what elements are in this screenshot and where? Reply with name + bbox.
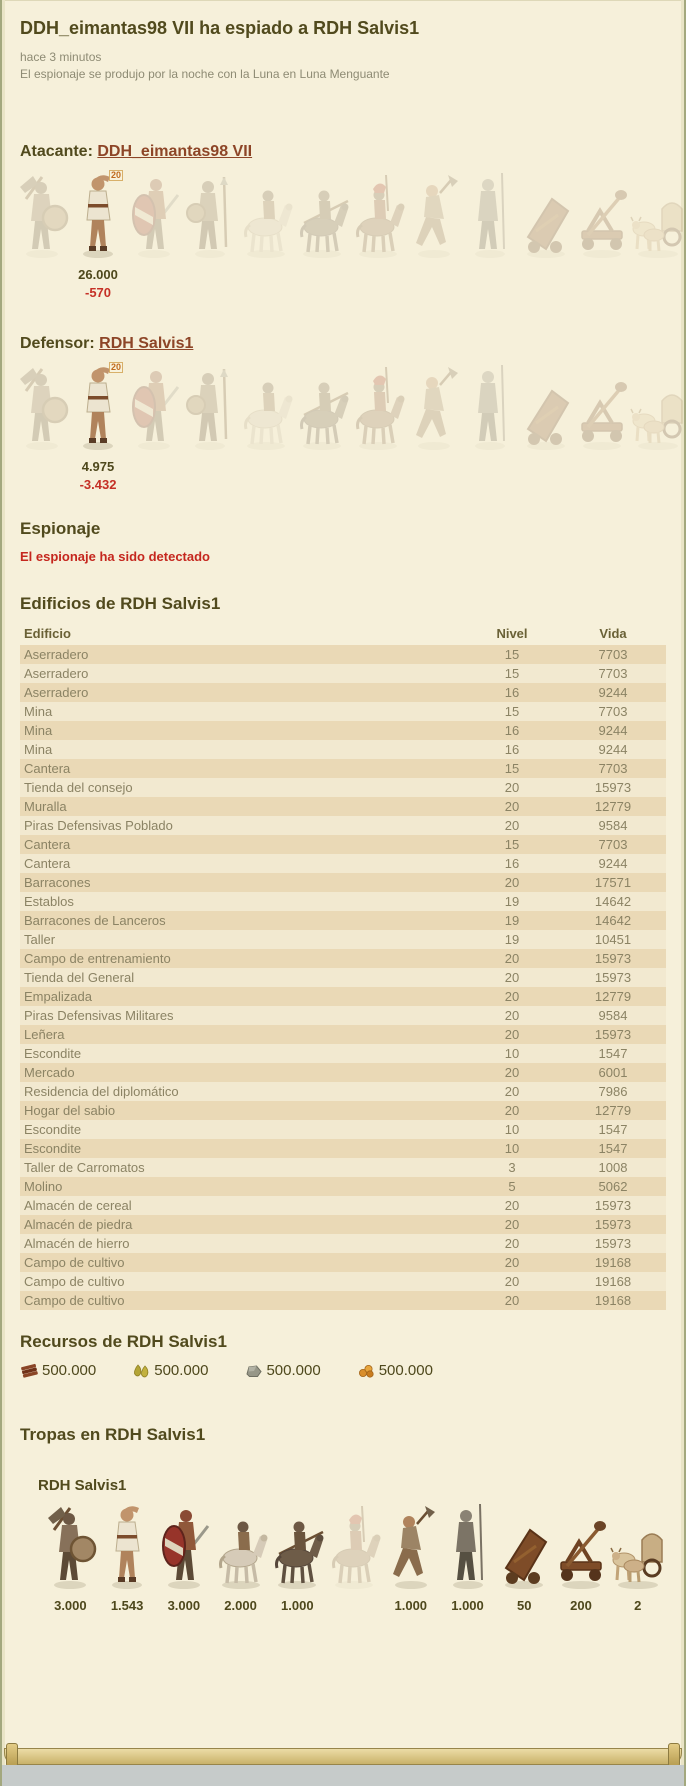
- unit-explorer: [70, 171, 126, 301]
- unit-count: 2: [634, 1598, 642, 1613]
- building-level: 19: [504, 913, 520, 928]
- table-row: [20, 968, 666, 987]
- building-name: Campo de cultivo: [24, 1255, 125, 1270]
- building-health: 5062: [598, 1179, 628, 1194]
- building-level: 15: [504, 837, 520, 852]
- table-row: [20, 759, 666, 778]
- unit-ox-cart: [630, 363, 686, 493]
- building-name: Tienda del consejo: [24, 780, 133, 795]
- page-bottom-frame: [4, 1748, 682, 1765]
- building-name: Tienda del General: [24, 970, 135, 985]
- building-level: 5: [508, 1179, 516, 1194]
- building-name: Piras Defensivas Poblado: [24, 818, 173, 833]
- building-level: 16: [504, 856, 520, 871]
- unit-explorer: [70, 363, 126, 493]
- pikeman-icon: [462, 363, 518, 451]
- unit-level-badge: 20: [110, 362, 121, 372]
- building-name: Molino: [24, 1179, 63, 1194]
- table-row: [20, 721, 666, 740]
- defender-label: Defensor:: [20, 335, 95, 352]
- unit-count: 1.543: [110, 1598, 144, 1613]
- building-level: 20: [504, 1274, 520, 1289]
- table-row: [20, 835, 666, 854]
- table-row: [20, 1082, 666, 1101]
- report-time: hace 3 minutos: [20, 50, 102, 64]
- building-health: 9244: [598, 685, 628, 700]
- attacker-player-link[interactable]: DDH_eimantas98 VII: [97, 143, 253, 160]
- table-row: [20, 911, 666, 930]
- building-health: 15973: [594, 951, 632, 966]
- unit-ram: [518, 363, 574, 493]
- unit-count: 3.000: [167, 1598, 201, 1613]
- unit-loss: -570: [84, 285, 112, 300]
- building-health: 15973: [594, 1027, 632, 1042]
- building-name: Barracones: [24, 875, 91, 890]
- building-health: 1547: [598, 1046, 628, 1061]
- buildings-table-head: [20, 622, 666, 645]
- building-name: Campo de cultivo: [24, 1293, 125, 1308]
- building-level: 20: [504, 1008, 520, 1023]
- hoplite-icon: [182, 363, 238, 451]
- unit-hoplite: [182, 363, 238, 493]
- table-row: [20, 1025, 666, 1044]
- catapult-icon: [574, 363, 630, 451]
- column-header-edificio: Edificio: [24, 626, 71, 641]
- column-header-vida: Vida: [599, 626, 627, 641]
- building-level: 20: [504, 1027, 520, 1042]
- unit-count: 3.000: [54, 1598, 87, 1613]
- building-health: 15973: [594, 970, 632, 985]
- building-level: 19: [504, 932, 520, 947]
- building-health: 12779: [594, 799, 632, 814]
- table-row: [20, 1234, 666, 1253]
- troops-owner: RDH Salvis1: [38, 1477, 127, 1494]
- table-header-row: [20, 622, 666, 645]
- gold-icon: [357, 1363, 376, 1379]
- table-row: [20, 1063, 666, 1082]
- resource-cereal: [132, 1362, 208, 1379]
- defender-section: [20, 335, 666, 493]
- building-name: Aserradero: [24, 666, 89, 681]
- ram-icon: [518, 363, 574, 451]
- light-cavalry-icon: [238, 363, 294, 451]
- building-level: 20: [504, 799, 520, 814]
- unit-pikeman: [439, 1502, 496, 1614]
- building-level: 20: [504, 989, 520, 1004]
- unit-pikeman: [462, 363, 518, 493]
- attacker-section: [20, 143, 666, 301]
- axe-warrior-icon: [14, 363, 70, 451]
- report-title: DDH_eimantas98 VII ha espiado a RDH Salvis1: [20, 18, 420, 38]
- building-level: 10: [504, 1122, 520, 1137]
- unit-noble-cavalry: [326, 1502, 383, 1614]
- building-name: Establos: [24, 894, 74, 909]
- building-name: Escondite: [24, 1122, 82, 1137]
- noble-cavalry-icon: [350, 363, 406, 451]
- wood-icon: [20, 1363, 39, 1379]
- swordsman-icon: [126, 363, 182, 451]
- building-level: 20: [504, 970, 520, 985]
- building-name: Piras Defensivas Militares: [24, 1008, 174, 1023]
- buildings-table: [20, 622, 666, 1310]
- building-name: Mercado: [24, 1065, 75, 1080]
- building-health: 15973: [594, 1236, 632, 1251]
- building-level: 20: [504, 1293, 520, 1308]
- building-level: 19: [504, 894, 520, 909]
- unit-catapult: [553, 1502, 610, 1614]
- ox-cart-icon: [630, 363, 686, 451]
- building-health: 1008: [598, 1160, 628, 1175]
- report-content: [2, 0, 684, 1614]
- building-level: 10: [504, 1046, 520, 1061]
- unit-light-cavalry: [238, 363, 294, 493]
- building-health: 15973: [594, 1217, 632, 1232]
- building-name: Cantera: [24, 761, 71, 776]
- unit-swordsman: [126, 363, 182, 493]
- unit-axe-thrower: [382, 1502, 439, 1614]
- unit-axe-warrior: [14, 171, 70, 301]
- building-health: 19168: [594, 1293, 632, 1308]
- unit-light-cavalry: [212, 1502, 269, 1614]
- unit-count: 1.000: [451, 1598, 484, 1613]
- table-row: [20, 645, 666, 664]
- building-name: Almacén de cereal: [24, 1198, 132, 1213]
- unit-count: 1.000: [394, 1598, 428, 1613]
- resources-row: [20, 1362, 666, 1379]
- stone-icon: [244, 1363, 263, 1379]
- cereal-icon: [132, 1363, 151, 1379]
- building-health: 12779: [594, 1103, 632, 1118]
- table-row: [20, 740, 666, 759]
- building-health: 7703: [598, 704, 628, 719]
- unit-axe-warrior: [14, 363, 70, 493]
- table-row: [20, 1120, 666, 1139]
- building-level: 20: [504, 818, 520, 833]
- explorer-icon: [99, 1502, 155, 1590]
- unit-ox-cart: [630, 171, 686, 301]
- unit-axe-warrior: [42, 1502, 99, 1614]
- building-name: Campo de entrenamiento: [24, 951, 171, 966]
- table-row: [20, 1272, 666, 1291]
- table-row: [20, 1044, 666, 1063]
- unit-axe-thrower: [406, 363, 462, 493]
- building-level: 20: [504, 780, 520, 795]
- unit-ram: [518, 171, 574, 301]
- unit-ram: [496, 1502, 553, 1614]
- espionage-heading: Espionaje: [20, 519, 101, 538]
- table-row: [20, 1196, 666, 1215]
- building-name: Campo de cultivo: [24, 1274, 125, 1289]
- unit-count: 26.000: [78, 267, 118, 282]
- table-row: [20, 854, 666, 873]
- resource-amount: 500.000: [154, 1362, 209, 1379]
- swordsman-icon: [126, 171, 182, 259]
- unit-noble-cavalry: [350, 363, 406, 493]
- resource-gold: [357, 1362, 433, 1379]
- building-health: 7703: [598, 647, 628, 662]
- attacker-label: Atacante:: [20, 143, 93, 160]
- table-row: [20, 987, 666, 1006]
- building-health: 9584: [598, 818, 628, 833]
- building-health: 9244: [598, 856, 628, 871]
- table-row: [20, 664, 666, 683]
- swordsman-icon: [156, 1502, 212, 1590]
- building-name: Barracones de Lanceros: [24, 913, 166, 928]
- buildings-heading: Edificios de RDH Salvis1: [20, 594, 221, 613]
- axe-warrior-icon: [14, 171, 70, 259]
- resource-amount: 500.000: [266, 1362, 321, 1379]
- unit-noble-cavalry: [350, 171, 406, 301]
- building-level: 15: [504, 704, 520, 719]
- explorer-icon: [70, 363, 126, 451]
- ox-cart-icon: [610, 1502, 666, 1590]
- unit-hoplite: [182, 171, 238, 301]
- ram-icon: [518, 171, 574, 259]
- resource-amount: 500.000: [42, 1362, 97, 1379]
- building-level: 20: [504, 1198, 520, 1213]
- building-level: 20: [504, 951, 520, 966]
- unit-catapult: [574, 171, 630, 301]
- troops-heading: Tropas en RDH Salvis1: [20, 1425, 206, 1444]
- unit-count: 50: [517, 1598, 532, 1613]
- ram-icon: [496, 1502, 552, 1590]
- table-row: [20, 1177, 666, 1196]
- building-name: Aserradero: [24, 685, 89, 700]
- building-name: Taller de Carromatos: [24, 1160, 145, 1175]
- troops-unit-row: [42, 1502, 666, 1614]
- light-cavalry-icon: [238, 171, 294, 259]
- building-health: 7703: [598, 761, 628, 776]
- unit-swordsman: [126, 171, 182, 301]
- building-health: 15973: [594, 1198, 632, 1213]
- explorer-icon: [70, 171, 126, 259]
- unit-count: 4.975: [81, 459, 115, 474]
- table-row: [20, 1291, 666, 1310]
- building-name: Cantera: [24, 856, 71, 871]
- defender-unit-row: [14, 363, 666, 493]
- table-row: [20, 1158, 666, 1177]
- building-health: 19168: [594, 1255, 632, 1270]
- building-level: 10: [504, 1141, 520, 1156]
- building-name: Mina: [24, 742, 53, 757]
- building-name: Mina: [24, 704, 53, 719]
- building-level: 20: [504, 1255, 520, 1270]
- unit-catapult: [574, 363, 630, 493]
- resource-wood: [20, 1362, 96, 1379]
- axe-warrior-icon: [42, 1502, 98, 1590]
- heavy-cavalry-icon: [294, 363, 350, 451]
- building-level: 20: [504, 1084, 520, 1099]
- building-level: 15: [504, 647, 520, 662]
- unit-count: 1.000: [281, 1598, 314, 1613]
- page-end-strip: [2, 1765, 684, 1786]
- unit-heavy-cavalry: [294, 171, 350, 301]
- unit-level-badge: 20: [110, 170, 121, 180]
- light-cavalry-icon: [213, 1502, 269, 1590]
- table-row: [20, 778, 666, 797]
- building-health: 19168: [594, 1274, 632, 1289]
- building-level: 20: [504, 1217, 520, 1232]
- espionage-status: El espionaje ha sido detectado: [20, 549, 210, 564]
- unit-loss: -3.432: [79, 477, 117, 492]
- hoplite-icon: [182, 171, 238, 259]
- buildings-table-body: [20, 645, 666, 1310]
- axe-thrower-icon: [406, 363, 462, 451]
- building-health: 6001: [598, 1065, 628, 1080]
- building-name: Aserradero: [24, 647, 89, 662]
- building-level: 20: [504, 1236, 520, 1251]
- heavy-cavalry-icon: [294, 171, 350, 259]
- building-name: Escondite: [24, 1141, 82, 1156]
- building-name: Almacén de piedra: [24, 1217, 133, 1232]
- table-row: [20, 1215, 666, 1234]
- unit-swordsman: [155, 1502, 212, 1614]
- unit-count: 200: [570, 1598, 592, 1613]
- building-health: 7703: [598, 837, 628, 852]
- building-health: 7986: [598, 1084, 628, 1099]
- unit-axe-thrower: [406, 171, 462, 301]
- unit-light-cavalry: [238, 171, 294, 301]
- building-level: 3: [508, 1160, 516, 1175]
- noble-cavalry-icon: [326, 1502, 382, 1590]
- building-health: 14642: [594, 894, 632, 909]
- building-name: Muralla: [24, 799, 67, 814]
- report-moon-info: El espionaje se produjo por la noche con la Luna en Luna Menguante: [20, 67, 390, 81]
- building-health: 15973: [594, 780, 632, 795]
- axe-thrower-icon: [406, 171, 462, 259]
- table-row: [20, 930, 666, 949]
- unit-pikeman: [462, 171, 518, 301]
- table-row: [20, 949, 666, 968]
- building-level: 16: [504, 723, 520, 738]
- building-health: 1547: [598, 1141, 628, 1156]
- building-name: Cantera: [24, 837, 71, 852]
- unit-count: 2.000: [224, 1598, 257, 1613]
- building-name: Empalizada: [24, 989, 92, 1004]
- building-health: 9584: [598, 1008, 628, 1023]
- catapult-icon: [574, 171, 630, 259]
- building-name: Hogar del sabio: [24, 1103, 116, 1118]
- building-level: 16: [504, 742, 520, 757]
- unit-heavy-cavalry: [294, 363, 350, 493]
- ox-cart-icon: [630, 171, 686, 259]
- noble-cavalry-icon: [350, 171, 406, 259]
- building-health: 1547: [598, 1122, 628, 1137]
- building-level: 15: [504, 761, 520, 776]
- table-row: [20, 1253, 666, 1272]
- column-header-nivel: Nivel: [496, 626, 528, 641]
- heavy-cavalry-icon: [269, 1502, 325, 1590]
- building-name: Leñera: [24, 1027, 65, 1042]
- building-level: 16: [504, 685, 520, 700]
- table-row: [20, 892, 666, 911]
- catapult-icon: [553, 1502, 609, 1590]
- building-health: 9244: [598, 723, 628, 738]
- attacker-unit-row: [14, 171, 666, 301]
- table-row: [20, 1139, 666, 1158]
- axe-thrower-icon: [383, 1502, 439, 1590]
- unit-explorer: [99, 1502, 156, 1614]
- resource-amount: 500.000: [378, 1362, 433, 1379]
- building-level: 20: [504, 1065, 520, 1080]
- building-health: 14642: [594, 913, 632, 928]
- unit-ox-cart: [609, 1502, 666, 1614]
- resource-stone: [244, 1362, 320, 1379]
- building-health: 9244: [598, 742, 628, 757]
- building-name: Residencia del diplomático: [24, 1084, 179, 1099]
- building-level: 20: [504, 1103, 520, 1118]
- building-name: Mina: [24, 723, 53, 738]
- table-row: [20, 797, 666, 816]
- building-health: 12779: [594, 989, 632, 1004]
- building-level: 15: [504, 666, 520, 681]
- table-row: [20, 683, 666, 702]
- resources-heading: Recursos de RDH Salvis1: [20, 1332, 227, 1351]
- table-row: [20, 1006, 666, 1025]
- pikeman-icon: [440, 1502, 496, 1590]
- building-health: 17571: [594, 875, 632, 890]
- building-name: Taller: [24, 932, 56, 947]
- unit-heavy-cavalry: [269, 1502, 326, 1614]
- table-row: [20, 1101, 666, 1120]
- pikeman-icon: [462, 171, 518, 259]
- table-row: [20, 816, 666, 835]
- defender-player-link[interactable]: RDH Salvis1: [99, 335, 194, 352]
- building-health: 7703: [598, 666, 628, 681]
- table-row: [20, 702, 666, 721]
- building-health: 10451: [594, 932, 632, 947]
- building-name: Escondite: [24, 1046, 82, 1061]
- building-name: Almacén de hierro: [24, 1236, 130, 1251]
- table-row: [20, 873, 666, 892]
- building-level: 20: [504, 875, 520, 890]
